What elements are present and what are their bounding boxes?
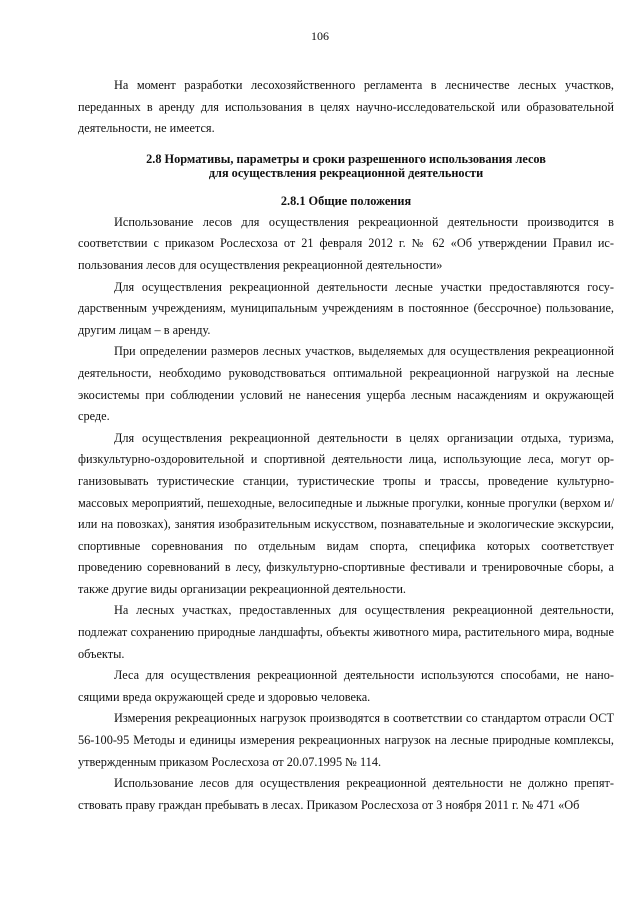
body-paragraph-8: Использование лесов для осуществления рекреационной деятельности не должно препятствовать праву граждан пребывать в лесах. Приказом Рослесхоза от 3 ноября 2011 г. № 471 «Об [78,776,614,812]
body-paragraph-6: Леса для осуществления рекреационной деятельности используются способами, не наносящими вреда окружающей среде и здоровью человека. [78,668,614,704]
body-paragraph-3: При определении размеров лесных участков, выделяемых для осуществления рекреационной деятельности, необходимо руководствоваться оптимальной рекреационной нагрузкой на лесные экосистемы при соблюдении условий не нанесения ущерба лесным насаждениям и окружающей среде. [78,344,614,424]
subsection-heading: 2.8.1 Общие положения [280,193,412,208]
body-paragraph-2: Для осуществления рекреационной деятельности лесные участки предоставляются государственным учреждениям, муниципальным учреждениям в постоянное (бессрочное) пользование, другим лицам – в аренду. [78,279,614,337]
body-paragraph-7: Измерения рекреационных нагрузок производятся в соответствии со стандартом отрасли ОСТ 56-100-95 Методы и единицы измерения рекреационных нагрузок на лесные природные комплексы, утвержденным приказом Рослесхоза от 20.07.1995 № 114. [78,711,614,769]
body-paragraph-5: На лесных участках, предоставленных для осуществления рекреационной деятельности, подлежат сохранению природные ландшафты, объекты животного мира, растительного мира, водные объекты. [78,603,614,661]
section-heading-line-2: для осуществления рекреационной деятельности [208,165,484,180]
intro-paragraph: На момент разработки лесохозяйственного регламента в лесничестве лесных участков, переданных в аренду для использования в целях научно-исследовательской или образовательной деятельности, не имеется. [78,78,614,136]
body-paragraph-1: Использование лесов для осуществления рекреационной деятельности производится в соответствии с приказом Рослесхоза от 21 февраля 2012 г. № 62 «Об утверждении Правил использования лесов для осуществления рекреационной деятельности» [78,214,614,272]
section-heading [78,152,614,180]
page-content [78,75,614,816]
page-number: 106 [311,29,329,43]
section-heading-line-1: 2.8 Нормативы, параметры и сроки разрешенного использования лесов [146,151,546,166]
body-paragraph-4: Для осуществления рекреационной деятельности в целях организации отдыха, туризма, физкультурно-оздоровительной и спортивной деятельности лица, использующие леса, могут организовывать туристические станции, туристические тропы и трассы, проведение культурно-массовых мероприятий, пешеходные, велосипедные и лыжные прогулки, конные прогулки (верхом и/или на повозках), занятия изобразительным искусством, познавательные и экологические экскурсии, спортивные соревнования по отдельным видам спорта, специфика которых соответствует проведению соревнований в лесу, физкультурно-спортивные фестивали и тренировочные сборы, а также другие виды организации рекреационной деятельности. [78,430,614,596]
